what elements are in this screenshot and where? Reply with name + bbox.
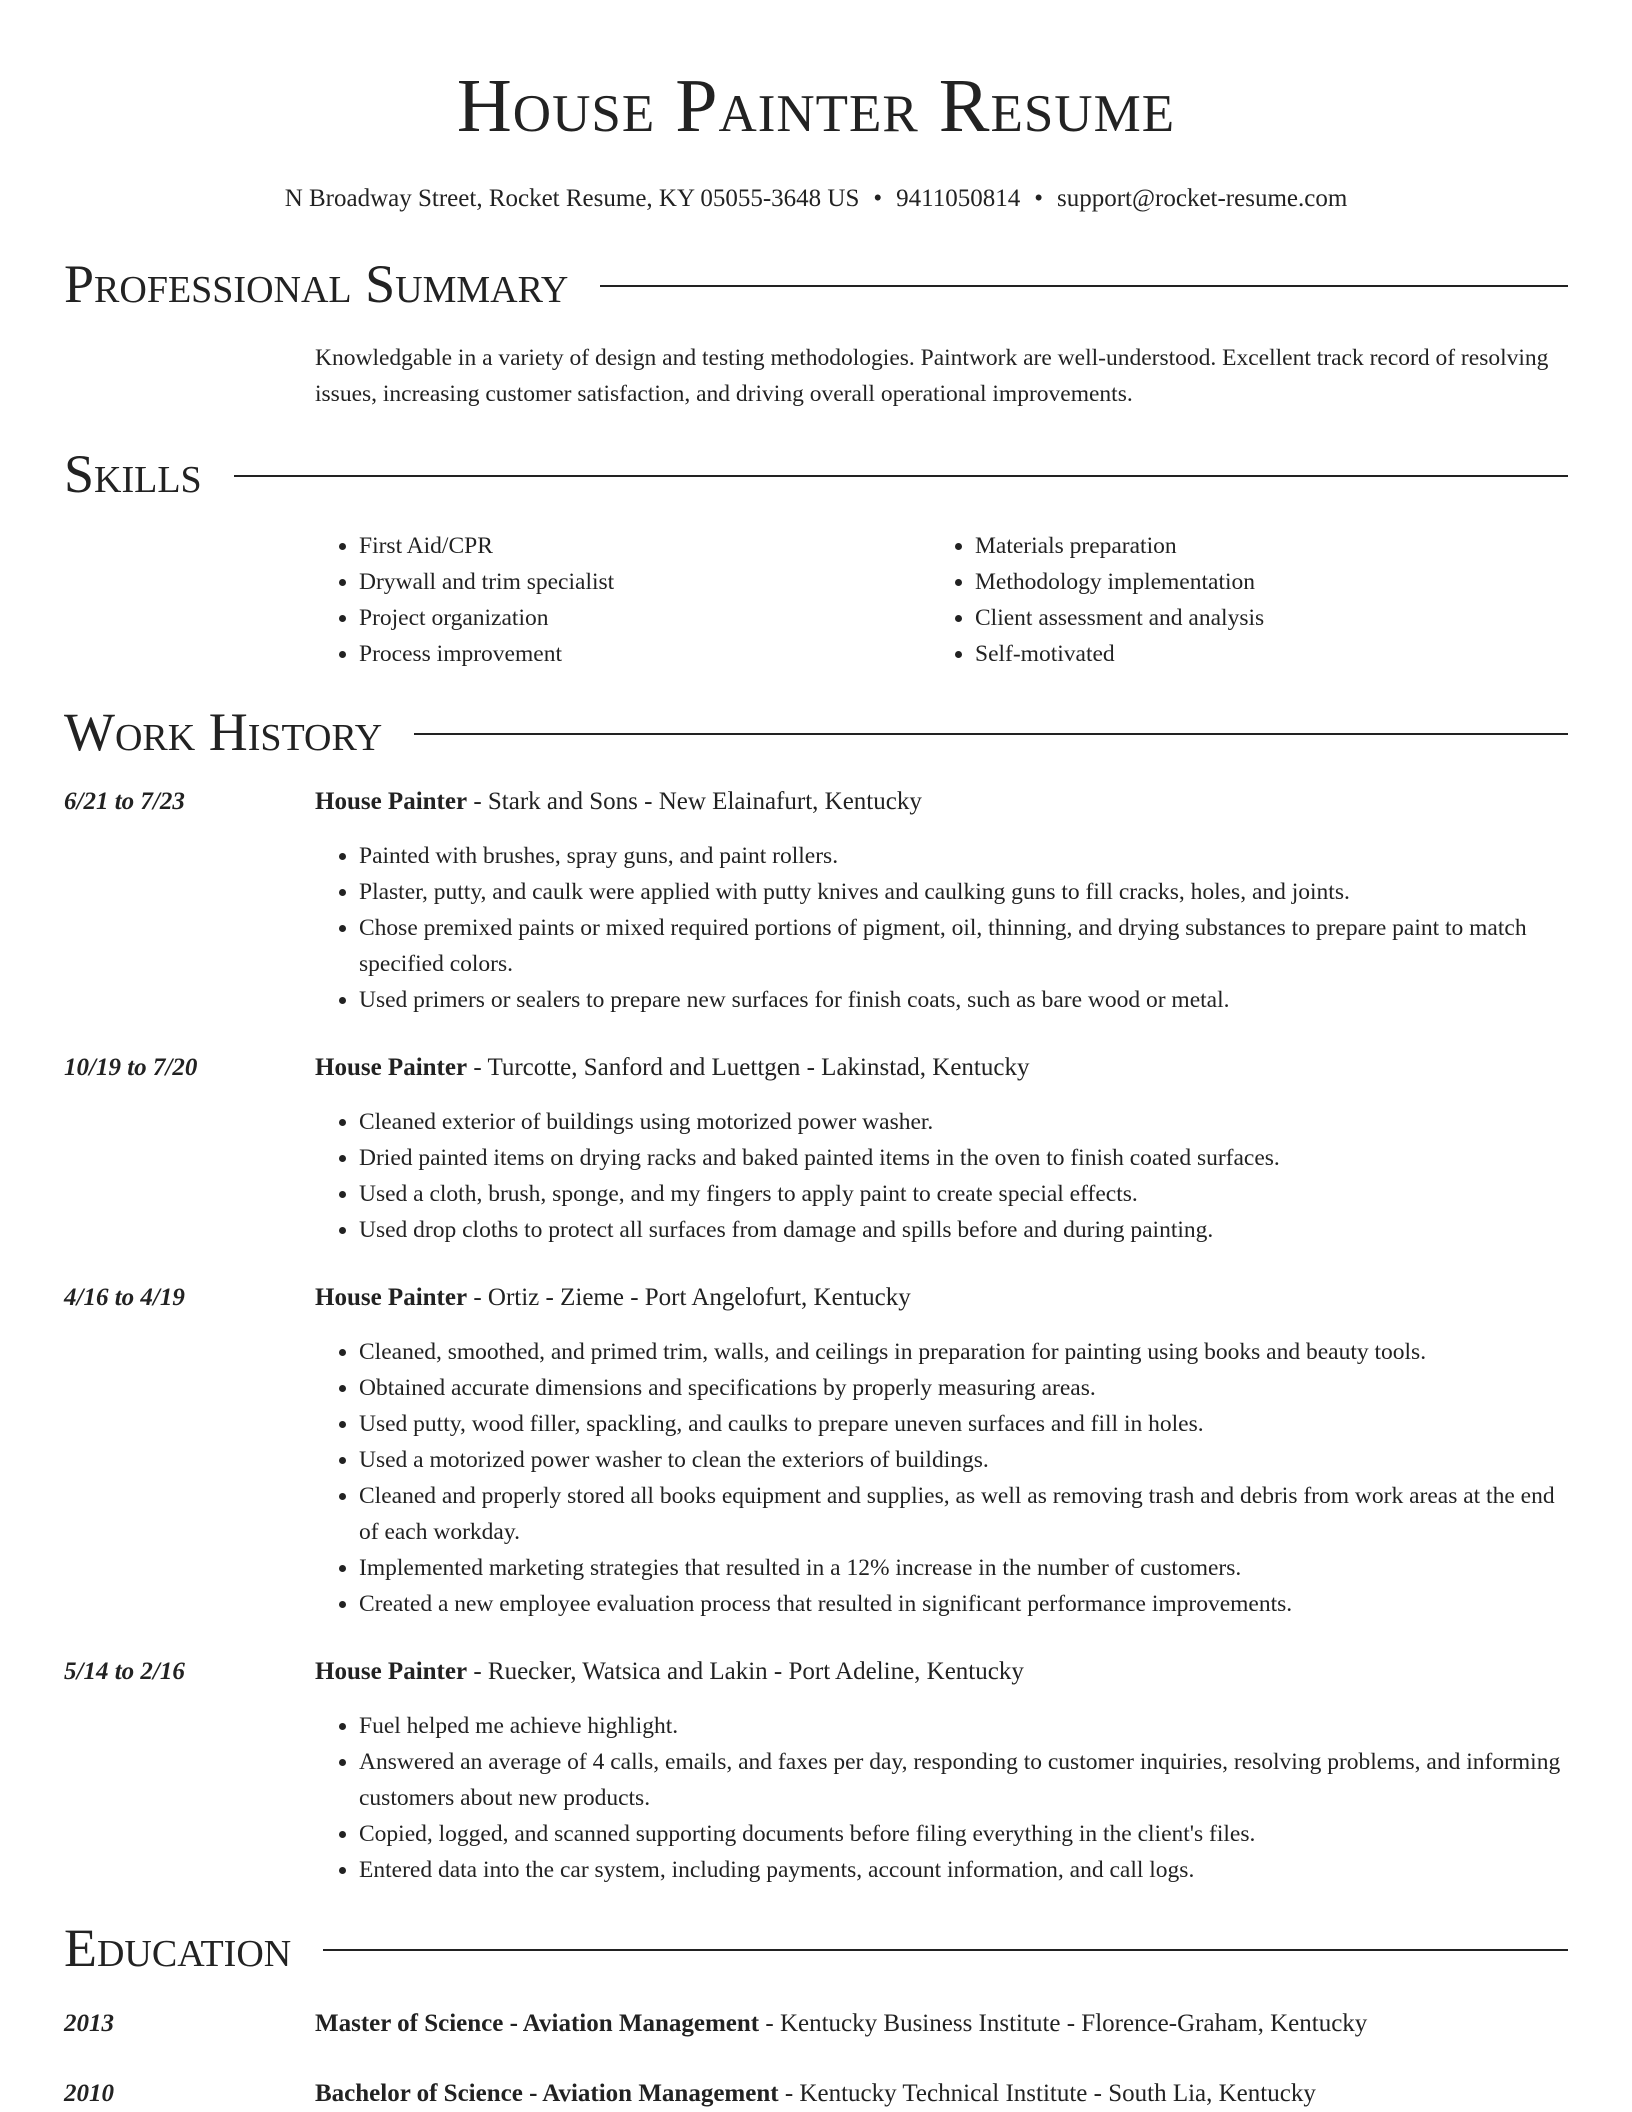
education-year: 2010 [64,2080,114,2107]
resume-title: House Painter Resume [456,64,1176,148]
job-title-line [315,1654,1024,1690]
skills-column-left [315,528,931,672]
job-title: House Painter [315,1284,468,1311]
resume-page [64,0,1568,2112]
job-title: House Painter [315,788,468,815]
job-bullet: • Cleaned exterior of buildings using motorized power washer. [359,1104,1568,1140]
job-bullet: • Answered an average of 4 calls, emails, and faxes per day, responding to customer inquiries, resolving problems, and informing customers about new products. [359,1744,1568,1816]
job-title: House Painter [315,1054,468,1081]
work-section-header [64,700,1568,764]
summary-text: Knowledgable in a variety of design and testing methodologies. Paintwork are well-understood. Excellent track record of resolving issues, increasing customer satisfaction, and driving overall operational improvements. [315,345,1549,407]
job-bullet: • Plaster, putty, and caulk were applied with putty knives and caulking guns to fill cracks, holes, and joints. [359,874,1568,910]
education-degree: Bachelor of Science - Aviation Management [315,2080,779,2107]
job-bullet: • Entered data into the car system, including payments, account information, and call logs. [359,1852,1568,1888]
job-bullet: • Obtained accurate dimensions and specifications by properly measuring areas. [359,1370,1568,1406]
contact-separator: • [873,185,883,212]
contact-phone: 9411050814 [896,185,1021,212]
contact-address: N Broadway Street, Rocket Resume, KY 05055-3648 US [284,185,860,212]
job-title-line [315,1050,1029,1086]
skills-section-header [64,442,1568,506]
job-bullet: • Painted with brushes, spray guns, and paint rollers. [359,838,1568,874]
job-bullet: • Created a new employee evaluation process that resulted in significant performance improvements. [359,1586,1568,1622]
job-bullet: • Dried painted items on drying racks and baked painted items in the oven to finish coated surfaces. [359,1140,1568,1176]
education-details [315,2076,1316,2112]
job-entry [64,784,1568,1018]
job-bullet: • Cleaned, smoothed, and primed trim, walls, and ceilings in preparation for painting using books and beauty tools. [359,1334,1568,1370]
job-entry [64,1280,1568,1622]
education-details [315,2006,1367,2042]
education-year: 2013 [64,2010,114,2037]
skills-list [315,528,1568,672]
skill-item: • First Aid/CPR [359,528,931,564]
job-title: House Painter [315,1658,468,1685]
job-bullet: • Used a cloth, brush, sponge, and my fingers to apply paint to create special effects. [359,1176,1568,1212]
job-bullet: • Used putty, wood filler, spackling, and caulks to prepare uneven surfaces and fill in holes. [359,1406,1568,1442]
job-bullet: • Copied, logged, and scanned supporting documents before filing everything in the client's files. [359,1816,1568,1852]
job-employer: - Stark and Sons - New Elainafurt, Kentucky [467,788,922,815]
job-title-line [315,784,922,820]
skill-item: • Process improvement [359,636,931,672]
summary-section-header [64,252,1568,316]
job-dates: 4/16 to 4/19 [64,1284,185,1311]
job-bullet: • Implemented marketing strategies that resulted in a 12% increase in the number of customers. [359,1550,1568,1586]
education-school: - Kentucky Business Institute - Florence-Graham, Kentucky [759,2010,1368,2037]
skill-item: • Client assessment and analysis [975,600,1547,636]
contact-separator: • [1034,185,1043,212]
skill-item: • Methodology implementation [975,564,1547,600]
skill-item: • Project organization [359,600,931,636]
education-school: - Kentucky Technical Institute - South Lia, Kentucky [778,2080,1316,2107]
job-bullet: • Used primers or sealers to prepare new surfaces for finish coats, such as bare wood or metal. [359,982,1568,1018]
job-bullets [315,1334,1568,1622]
job-bullet: • Fuel helped me achieve highlight. [359,1708,1568,1744]
skill-item: • Self-motivated [975,636,1547,672]
job-bullet: • Used a motorized power washer to clean the exteriors of buildings. [359,1442,1568,1478]
job-entry [64,1050,1568,1248]
job-employer: - Turcotte, Sanford and Luettgen - Lakinstad, Kentucky [467,1054,1030,1081]
skill-item: • Materials preparation [975,528,1547,564]
work-heading: Work History [64,702,383,762]
education-entry [64,2076,1568,2112]
job-employer: - Ruecker, Watsica and Lakin - Port Adeline, Kentucky [467,1658,1024,1685]
job-title-line [315,1280,911,1316]
skills-heading: Skills [64,444,202,504]
education-entry [64,2006,1568,2042]
summary-heading: Professional Summary [64,254,569,314]
section-divider [323,1949,1568,1951]
education-degree: Master of Science - Aviation Management [315,2010,760,2037]
job-bullets [315,1104,1568,1248]
skill-item: • Drywall and trim specialist [359,564,931,600]
section-divider [234,475,1568,477]
section-divider [414,733,1568,735]
job-bullets [315,1708,1568,1888]
job-employer: - Ortiz - Zieme - Port Angelofurt, Kentucky [467,1284,911,1311]
contact-line [64,182,1568,216]
job-bullet: • Used drop cloths to protect all surfaces from damage and spills before and during painting. [359,1212,1568,1248]
job-dates: 6/21 to 7/23 [64,788,185,815]
education-section-header [64,1916,1568,1980]
education-heading: Education [64,1918,292,1978]
section-divider [600,285,1568,287]
job-bullet: • Chose premixed paints or mixed required portions of pigment, oil, thinning, and drying substances to prepare paint to match specified colors. [359,910,1568,982]
contact-email: support@rocket-resume.com [1057,185,1348,212]
job-bullets [315,838,1568,1018]
skills-column-right [931,528,1547,672]
job-dates: 5/14 to 2/16 [64,1658,185,1685]
job-bullet: • Cleaned and properly stored all books equipment and supplies, as well as removing trash and debris from work areas at the end of each workday. [359,1478,1568,1550]
job-dates: 10/19 to 7/20 [64,1054,198,1081]
job-entry [64,1654,1568,1888]
